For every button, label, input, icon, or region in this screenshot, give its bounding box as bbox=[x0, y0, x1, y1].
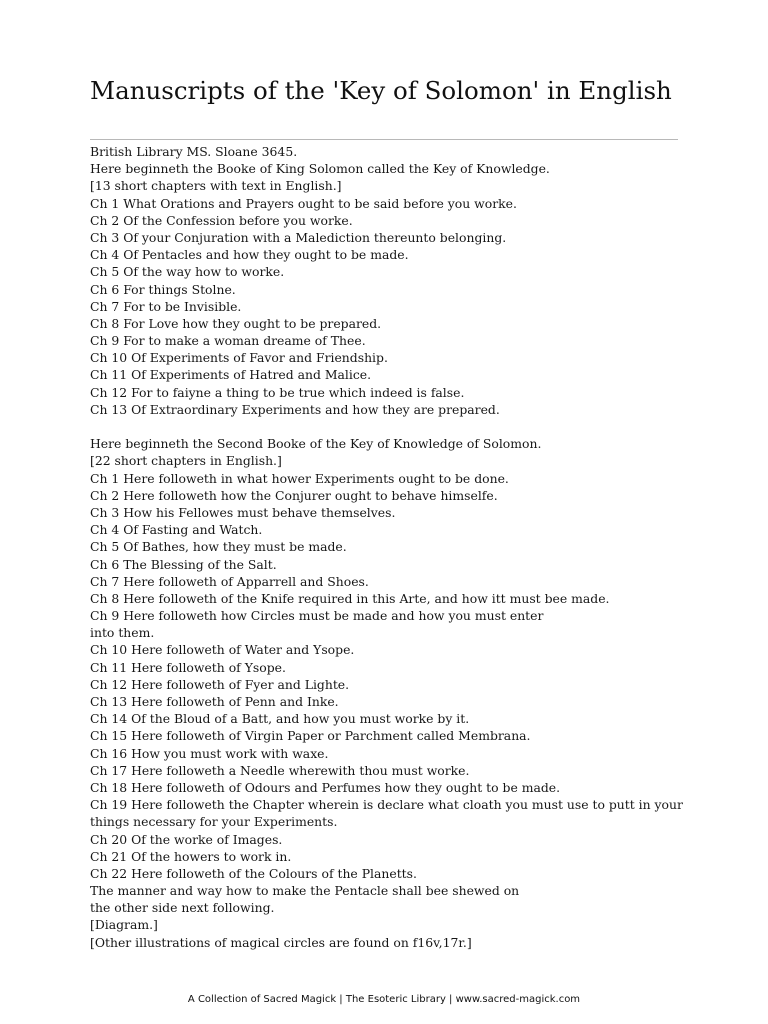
text-line: British Library MS. Sloane 3645. bbox=[90, 144, 298, 159]
chapter-line: Ch 20 Of the worke of Images. bbox=[90, 831, 283, 847]
chapter-line: Ch 11 Of Experiments of Hatred and Malice. bbox=[90, 367, 372, 383]
chapter-line: Ch 15 Here followeth of Virgin Paper or Parchment called Membrana. bbox=[90, 728, 531, 744]
page-title: Manuscripts of the 'Key of Solomon' in English bbox=[90, 76, 672, 105]
chapter-line: Ch 8 For Love how they ought to be prepared. bbox=[90, 315, 382, 331]
text-line: [13 short chapters with text in English.] bbox=[90, 178, 342, 194]
text-line: into them. bbox=[90, 625, 155, 641]
chapter-line: Ch 19 Here followeth the Chapter wherein is declare what cloath you must use to putt in your bbox=[90, 797, 683, 813]
page-footer: A Collection of Sacred Magick | The Esoteric Library | www.sacred-magick.com bbox=[187, 994, 581, 1005]
text-line: [22 short chapters in English.] bbox=[90, 453, 282, 469]
chapter-line: Ch 9 Here followeth how Circles must be made and how you must enter bbox=[90, 608, 544, 624]
chapter-line: Ch 13 Of Extraordinary Experiments and how they are prepared. bbox=[90, 401, 500, 417]
chapter-line: Ch 7 Here followeth of Apparrell and Shoes. bbox=[90, 573, 369, 589]
text-line: [Diagram.] bbox=[90, 917, 158, 933]
chapter-line: Ch 21 Of the howers to work in. bbox=[90, 848, 292, 864]
chapter-line: Ch 13 Here followeth of Penn and Inke. bbox=[90, 694, 339, 709]
chapter-line: Ch 10 Here followeth of Water and Ysope. bbox=[90, 642, 355, 658]
chapter-line: Ch 5 Of the way how to worke. bbox=[90, 264, 285, 280]
chapter-line: Ch 4 Of Pentacles and how they ought to be made. bbox=[90, 247, 409, 263]
chapter-line: Ch 2 Of the Confession before you worke. bbox=[90, 212, 353, 228]
text-line: Here beginneth the Second Booke of the Key of Knowledge of Solomon. bbox=[90, 436, 542, 452]
chapter-line: Ch 12 For to faiyne a thing to be true which indeed is false. bbox=[90, 384, 465, 400]
chapter-line: Ch 3 How his Fellowes must behave themselves. bbox=[90, 504, 396, 520]
chapter-line: Ch 7 For to be Invisible. bbox=[90, 298, 242, 314]
title-divider bbox=[90, 139, 678, 140]
chapter-line: Ch 6 For things Stolne. bbox=[90, 281, 236, 297]
chapter-line: Ch 9 For to make a woman dreame of Thee. bbox=[90, 333, 366, 349]
chapter-line: Ch 16 How you must work with waxe. bbox=[90, 745, 329, 761]
chapter-line: Ch 11 Here followeth of Ysope. bbox=[90, 659, 286, 675]
section-first-booke bbox=[90, 143, 690, 418]
text-line: The manner and way how to make the Pentacle shall bee shewed on bbox=[90, 883, 520, 899]
chapter-line: Ch 1 What Orations and Prayers ought to be said before you worke. bbox=[90, 195, 517, 211]
chapter-line: Ch 5 Of Bathes, how they must be made. bbox=[90, 539, 347, 555]
text-line: [Other illustrations of magical circles are found on f16v,17r.] bbox=[90, 934, 472, 950]
chapter-line: Ch 14 Of the Bloud of a Batt, and how you must worke by it. bbox=[90, 711, 470, 727]
section-second-booke bbox=[90, 435, 690, 951]
chapter-line: Ch 12 Here followeth of Fyer and Lighte. bbox=[90, 676, 350, 692]
chapter-line: Ch 2 Here followeth how the Conjurer ought to behave himselfe. bbox=[90, 487, 498, 503]
chapter-line: Ch 8 Here followeth of the Knife required in this Arte, and how itt must bee made. bbox=[90, 590, 610, 606]
chapter-line: Ch 3 Of your Conjuration with a Malediction thereunto belonging. bbox=[90, 229, 507, 245]
chapter-line: Ch 10 Of Experiments of Favor and Friendship. bbox=[90, 350, 388, 366]
chapter-line: Ch 22 Here followeth of the Colours of the Planetts. bbox=[90, 865, 417, 881]
section-spacer bbox=[90, 418, 690, 435]
chapter-line: Ch 6 The Blessing of the Salt. bbox=[90, 556, 277, 572]
chapter-line: Ch 17 Here followeth a Needle wherewith thou must worke. bbox=[90, 762, 470, 778]
document-body bbox=[90, 143, 690, 951]
chapter-line: Ch 4 Of Fasting and Watch. bbox=[90, 522, 263, 538]
text-line: things necessary for your Experiments. bbox=[90, 814, 338, 830]
chapter-line: Ch 1 Here followeth in what hower Experiments ought to be done. bbox=[90, 470, 509, 486]
chapter-line: Ch 18 Here followeth of Odours and Perfumes how they ought to be made. bbox=[90, 779, 561, 795]
text-line: the other side next following. bbox=[90, 900, 275, 916]
text-line: Here beginneth the Booke of King Solomon called the Key of Knowledge. bbox=[90, 161, 550, 177]
